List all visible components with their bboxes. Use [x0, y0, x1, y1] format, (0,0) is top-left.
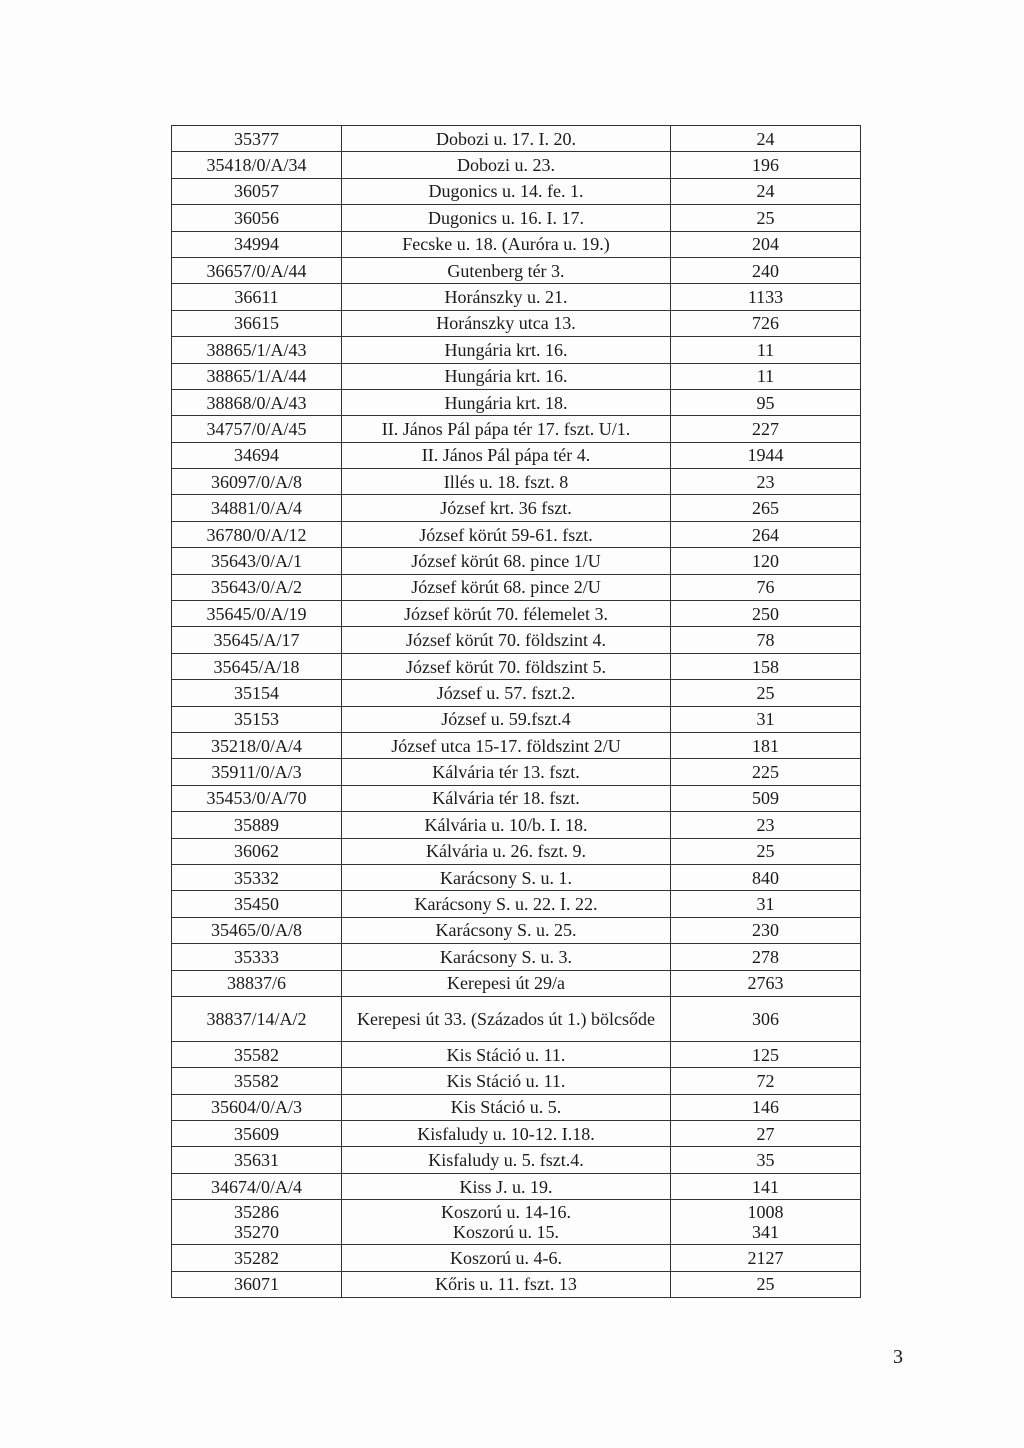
area-cell: 264 — [671, 521, 861, 547]
address-cell: Kálvária u. 26. fszt. 9. — [342, 838, 671, 864]
parcel-id-cell: 35631 — [172, 1147, 342, 1173]
address-cell: József körút 70. földszint 5. — [342, 653, 671, 679]
table-row — [172, 759, 861, 785]
parcel-id-cell: 35643/0/A/2 — [172, 574, 342, 600]
address-cell: Dobozi u. 17. I. 20. — [342, 126, 671, 152]
parcel-id-cell: 38837/14/A/2 — [172, 996, 342, 1041]
parcel-id-cell: 36097/0/A/8 — [172, 469, 342, 495]
table-row — [172, 917, 861, 943]
area-cell: 1944 — [671, 442, 861, 468]
table-row — [172, 152, 861, 178]
table-row — [172, 310, 861, 336]
table-row — [172, 1041, 861, 1067]
parcel-id-cell: 36056 — [172, 205, 342, 231]
table-row — [172, 601, 861, 627]
area-cell: 265 — [671, 495, 861, 521]
address-cell: József körút 70. földszint 4. — [342, 627, 671, 653]
property-table — [171, 125, 861, 1298]
area-cell: 141 — [671, 1173, 861, 1199]
area-cell: 125 — [671, 1041, 861, 1067]
parcel-id-cell: 38865/1/A/43 — [172, 337, 342, 363]
table-row — [172, 231, 861, 257]
table-row — [172, 627, 861, 653]
table-row — [172, 416, 861, 442]
table-row — [172, 1068, 861, 1094]
area-cell: 278 — [671, 944, 861, 970]
address-cell: Dobozi u. 23. — [342, 152, 671, 178]
address-cell: Hungária krt. 18. — [342, 389, 671, 415]
area-cell: 1133 — [671, 284, 861, 310]
table-row — [172, 205, 861, 231]
address-cell: József körút 68. pince 2/U — [342, 574, 671, 600]
table-row — [172, 1094, 861, 1120]
area-cell: 27 — [671, 1121, 861, 1147]
parcel-id-cell: 35453/0/A/70 — [172, 785, 342, 811]
table-row — [172, 126, 861, 152]
area-cell: 11 — [671, 363, 861, 389]
parcel-id-cell: 35450 — [172, 891, 342, 917]
parcel-id-cell: 35645/A/18 — [172, 653, 342, 679]
address-cell: József körút 70. félemelet 3. — [342, 601, 671, 627]
parcel-id-cell: 35153 — [172, 706, 342, 732]
address-cell: József körút 59-61. fszt. — [342, 521, 671, 547]
area-cell: 227 — [671, 416, 861, 442]
address-cell: Karácsony S. u. 22. I. 22. — [342, 891, 671, 917]
table-row — [172, 970, 861, 996]
parcel-id-cell: 35645/0/A/19 — [172, 601, 342, 627]
address-cell: Kálvária tér 13. fszt. — [342, 759, 671, 785]
area-cell: 35 — [671, 1147, 861, 1173]
parcel-id-cell: 35582 — [172, 1068, 342, 1094]
area-cell: 204 — [671, 231, 861, 257]
area-cell: 95 — [671, 389, 861, 415]
table-row — [172, 548, 861, 574]
area-cell: 25 — [671, 838, 861, 864]
address-cell: Horánszky utca 13. — [342, 310, 671, 336]
table-row — [172, 785, 861, 811]
area-cell: 146 — [671, 1094, 861, 1120]
parcel-id-cell: 35911/0/A/3 — [172, 759, 342, 785]
parcel-id-cell: 38868/0/A/43 — [172, 389, 342, 415]
table-row — [172, 1245, 861, 1271]
parcel-id-cell: 35582 — [172, 1041, 342, 1067]
table-row — [172, 389, 861, 415]
table-row — [172, 864, 861, 890]
address-cell: Kőris u. 11. fszt. 13 — [342, 1271, 671, 1297]
table-row — [172, 653, 861, 679]
area-cell: 25 — [671, 680, 861, 706]
parcel-id-cell: 36615 — [172, 310, 342, 336]
area-cell: 76 — [671, 574, 861, 600]
address-cell: Kisfaludy u. 5. fszt.4. — [342, 1147, 671, 1173]
table-row — [172, 337, 861, 363]
table-row — [172, 469, 861, 495]
parcel-id-cell: 35377 — [172, 126, 342, 152]
parcel-id-cell: 38837/6 — [172, 970, 342, 996]
parcel-id-cell: 36657/0/A/44 — [172, 257, 342, 283]
parcel-id-cell: 35154 — [172, 680, 342, 706]
parcel-id-cell: 35418/0/A/34 — [172, 152, 342, 178]
address-cell: Hungária krt. 16. — [342, 337, 671, 363]
property-table-body — [172, 126, 861, 1298]
table-row — [172, 257, 861, 283]
area-cell: 31 — [671, 891, 861, 917]
parcel-id-cell: 36780/0/A/12 — [172, 521, 342, 547]
area-cell: 225 — [671, 759, 861, 785]
parcel-id-cell: 35889 — [172, 812, 342, 838]
parcel-id-cell: 35286 35270 — [172, 1200, 342, 1245]
table-row — [172, 284, 861, 310]
parcel-id-cell: 34757/0/A/45 — [172, 416, 342, 442]
address-cell: Karácsony S. u. 25. — [342, 917, 671, 943]
table-row — [172, 732, 861, 758]
parcel-id-cell: 36611 — [172, 284, 342, 310]
parcel-id-cell: 35332 — [172, 864, 342, 890]
area-cell: 23 — [671, 469, 861, 495]
address-cell: Dugonics u. 14. fe. 1. — [342, 178, 671, 204]
table-row — [172, 1200, 861, 1245]
area-cell: 1008 341 — [671, 1200, 861, 1245]
address-cell: Karácsony S. u. 1. — [342, 864, 671, 890]
address-cell: József u. 57. fszt.2. — [342, 680, 671, 706]
address-cell: Fecske u. 18. (Auróra u. 19.) — [342, 231, 671, 257]
parcel-id-cell: 35282 — [172, 1245, 342, 1271]
parcel-id-cell: 34674/0/A/4 — [172, 1173, 342, 1199]
area-cell: 2763 — [671, 970, 861, 996]
table-row — [172, 363, 861, 389]
area-cell: 72 — [671, 1068, 861, 1094]
parcel-id-cell: 35218/0/A/4 — [172, 732, 342, 758]
address-cell: II. János Pál pápa tér 17. fszt. U/1. — [342, 416, 671, 442]
area-cell: 25 — [671, 1271, 861, 1297]
area-cell: 240 — [671, 257, 861, 283]
parcel-id-cell: 35609 — [172, 1121, 342, 1147]
table-row — [172, 1121, 861, 1147]
area-cell: 840 — [671, 864, 861, 890]
page-number: 3 — [893, 1346, 903, 1368]
address-cell: Gutenberg tér 3. — [342, 257, 671, 283]
parcel-id-cell: 36071 — [172, 1271, 342, 1297]
address-cell: Koszorú u. 4-6. — [342, 1245, 671, 1271]
table-row — [172, 944, 861, 970]
parcel-id-cell: 35604/0/A/3 — [172, 1094, 342, 1120]
address-cell: József krt. 36 fszt. — [342, 495, 671, 521]
area-cell: 181 — [671, 732, 861, 758]
area-cell: 25 — [671, 205, 861, 231]
table-row — [172, 495, 861, 521]
address-cell: Kerepesi út 29/a — [342, 970, 671, 996]
address-cell: II. János Pál pápa tér 4. — [342, 442, 671, 468]
address-cell: Kis Stáció u. 11. — [342, 1068, 671, 1094]
address-cell: József körút 68. pince 1/U — [342, 548, 671, 574]
table-row — [172, 442, 861, 468]
table-row — [172, 521, 861, 547]
area-cell: 11 — [671, 337, 861, 363]
parcel-id-cell: 38865/1/A/44 — [172, 363, 342, 389]
parcel-id-cell: 34994 — [172, 231, 342, 257]
address-cell: Kálvária u. 10/b. I. 18. — [342, 812, 671, 838]
address-cell: Kis Stáció u. 5. — [342, 1094, 671, 1120]
area-cell: 509 — [671, 785, 861, 811]
address-cell: Kisfaludy u. 10-12. I.18. — [342, 1121, 671, 1147]
area-cell: 24 — [671, 126, 861, 152]
table-row — [172, 996, 861, 1041]
table-row — [172, 812, 861, 838]
address-cell: Karácsony S. u. 3. — [342, 944, 671, 970]
parcel-id-cell: 34694 — [172, 442, 342, 468]
address-cell: Dugonics u. 16. I. 17. — [342, 205, 671, 231]
area-cell: 31 — [671, 706, 861, 732]
parcel-id-cell: 35643/0/A/1 — [172, 548, 342, 574]
address-cell: József u. 59.fszt.4 — [342, 706, 671, 732]
address-cell: Kerepesi út 33. (Százados út 1.) bölcsőde — [342, 996, 671, 1041]
address-cell: Koszorú u. 14-16. Koszorú u. 15. — [342, 1200, 671, 1245]
parcel-id-cell: 36057 — [172, 178, 342, 204]
parcel-id-cell: 35333 — [172, 944, 342, 970]
area-cell: 158 — [671, 653, 861, 679]
parcel-id-cell: 34881/0/A/4 — [172, 495, 342, 521]
parcel-id-cell: 35465/0/A/8 — [172, 917, 342, 943]
area-cell: 250 — [671, 601, 861, 627]
table-row — [172, 706, 861, 732]
address-cell: Horánszky u. 21. — [342, 284, 671, 310]
table-row — [172, 891, 861, 917]
parcel-id-cell: 35645/A/17 — [172, 627, 342, 653]
address-cell: Kiss J. u. 19. — [342, 1173, 671, 1199]
area-cell: 306 — [671, 996, 861, 1041]
area-cell: 726 — [671, 310, 861, 336]
area-cell: 23 — [671, 812, 861, 838]
address-cell: Hungária krt. 16. — [342, 363, 671, 389]
table-row — [172, 1147, 861, 1173]
table-row — [172, 1271, 861, 1297]
table-row — [172, 178, 861, 204]
area-cell: 2127 — [671, 1245, 861, 1271]
table-row — [172, 1173, 861, 1199]
address-cell: Kis Stáció u. 11. — [342, 1041, 671, 1067]
area-cell: 196 — [671, 152, 861, 178]
table-row — [172, 838, 861, 864]
area-cell: 24 — [671, 178, 861, 204]
area-cell: 120 — [671, 548, 861, 574]
area-cell: 230 — [671, 917, 861, 943]
table-row — [172, 574, 861, 600]
address-cell: József utca 15-17. földszint 2/U — [342, 732, 671, 758]
address-cell: Illés u. 18. fszt. 8 — [342, 469, 671, 495]
address-cell: Kálvária tér 18. fszt. — [342, 785, 671, 811]
table-row — [172, 680, 861, 706]
area-cell: 78 — [671, 627, 861, 653]
parcel-id-cell: 36062 — [172, 838, 342, 864]
